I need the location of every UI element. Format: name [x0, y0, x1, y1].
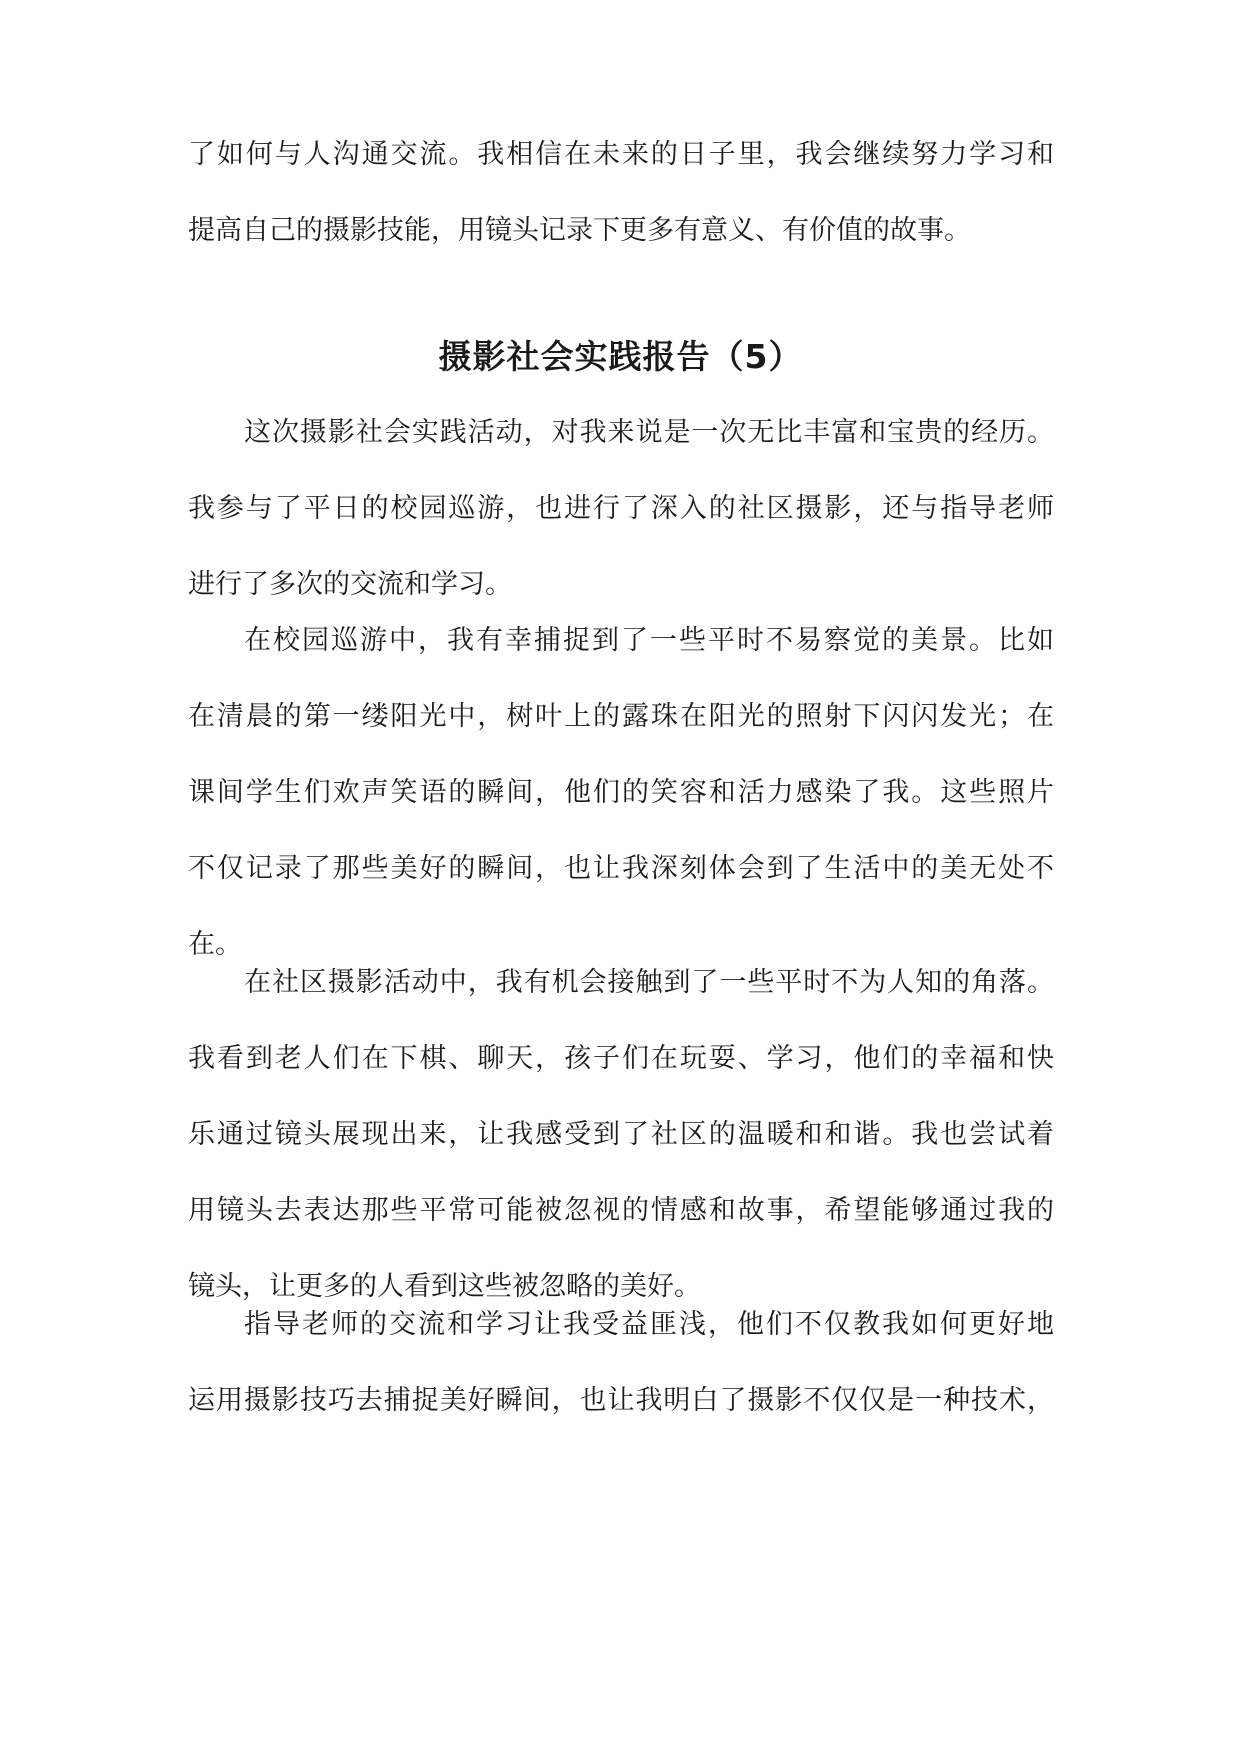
text-line: 运用摄影技巧去捕捉美好瞬间，也让我明白了摄影不仅仅是一种技术， [188, 1385, 1054, 1416]
text-line: 我参与了平日的校园巡游，也进行了深入的社区摄影，还与指导老师 [188, 493, 1054, 524]
paragraph-1 [188, 395, 1054, 623]
section-title: 摄影社会实践报告（5） [438, 337, 803, 376]
text-line: 这次摄影社会实践活动，对我来说是一次无比丰富和宝贵的经历。 [244, 417, 1054, 448]
text-line: 提高自己的摄影技能，用镜头记录下更多有意义、有价值的故事。 [188, 215, 971, 246]
paragraph-4 [188, 1287, 1054, 1439]
text-line: 乐通过镜头展现出来，让我感受到了社区的温暖和和谐。我也尝试着 [188, 1119, 1054, 1150]
text-line: 在社区摄影活动中，我有机会接触到了一些平时不为人知的角落。 [244, 967, 1054, 998]
text-line: 我看到老人们在下棋、聊天，孩子们在玩耍、学习，他们的幸福和快 [188, 1043, 1054, 1074]
text-line: 在校园巡游中，我有幸捕捉到了一些平时不易察觉的美景。比如 [244, 625, 1054, 656]
text-line: 不仅记录了那些美好的瞬间，也让我深刻体会到了生活中的美无处不 [188, 853, 1054, 884]
text-line: 指导老师的交流和学习让我受益匪浅，他们不仅教我如何更好地 [244, 1309, 1054, 1340]
paragraph-3 [188, 945, 1054, 1325]
text-line: 在。 [188, 929, 242, 960]
text-line: 了如何与人沟通交流。我相信在未来的日子里，我会继续努力学习和 [188, 139, 1054, 170]
text-line: 课间学生们欢声笑语的瞬间，他们的笑容和活力感染了我。这些照片 [188, 777, 1054, 808]
text-line: 在清晨的第一缕阳光中，树叶上的露珠在阳光的照射下闪闪发光；在 [188, 701, 1054, 732]
paragraph-2 [188, 603, 1054, 983]
text-line: 进行了多次的交流和学习。 [188, 569, 512, 600]
text-line: 镜头，让更多的人看到这些被忽略的美好。 [188, 1271, 701, 1302]
continuation-paragraph [188, 117, 1054, 269]
text-line: 用镜头去表达那些平常可能被忽视的情感和故事，希望能够通过我的 [188, 1195, 1054, 1226]
